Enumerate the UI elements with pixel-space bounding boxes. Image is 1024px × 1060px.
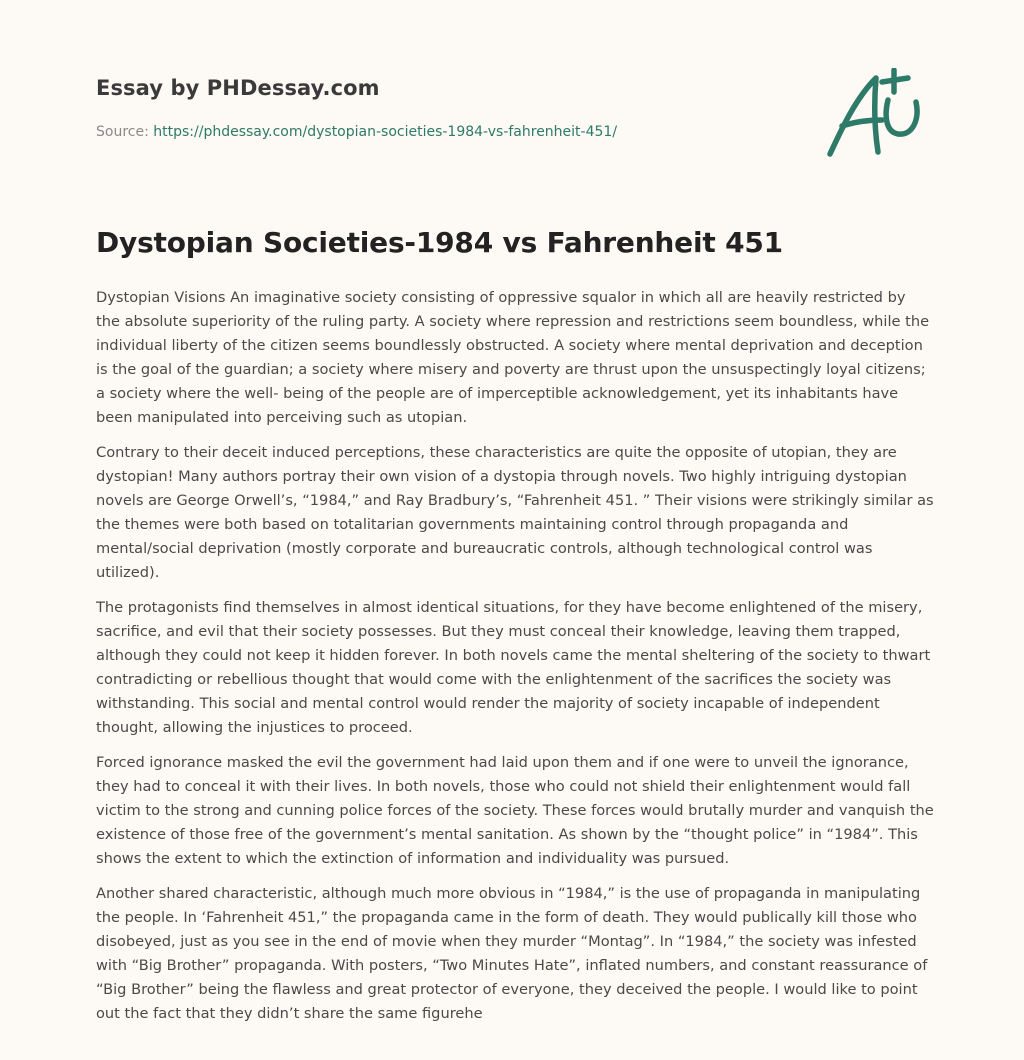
essay-paragraph: The protagonists find themselves in almost identical situations, for they have become enlightened of the misery, sacrifice, and evil that their society possesses. But they must conceal their knowledge, leaving them trapped, although they could not keep it hidden forever. In both novels came the mental sheltering of the society to thwart contradicting or rebellious thought that would come with the enlightenment of the sacrifices the society was withstanding. This social and mental control would render the majority of society incapable of independent thought, allowing the injustices to proceed. (96, 599, 931, 736)
essay-body (96, 286, 934, 1037)
essay-paragraph: Contrary to their deceit induced perceptions, these characteristics are quite the opposite of utopian, they are dystopian! Many authors portray their own vision of a dystopia through novels. Two highly intriguing dystopian novels are George Orwell’s, “1984,” and Ray Bradbury’s, “Fahrenheit 451. ” Their visions were strikingly similar as the themes were both based on totalitarian governments maintaining control through propaganda and mental/social deprivation (mostly corporate and bureaucratic controls, although technological control was utilized). (96, 444, 934, 581)
essay-title: Dystopian Societies-1984 vs Fahrenheit 451 (96, 226, 783, 259)
page-header (96, 72, 928, 172)
source-link[interactable]: https://phdessay.com/dystopian-societies-1984-vs-fahrenheit-451/ (153, 124, 618, 140)
brand-title: Essay by PHDessay.com (96, 76, 380, 100)
a-plus-logo-icon (824, 68, 928, 160)
source-line (96, 124, 617, 140)
essay-paragraph: Another shared characteristic, although much more obvious in “1984,” is the use of propaganda in manipulating the people. In ‘Fahrenheit 451,” the propaganda came in the form of death. They would publically kill those who disobeyed, just as you see in the end of movie when they murder “Montag”. In “1984,” the society was infested with “Big Brother” propaganda. With posters, “Two Minutes Hate”, inflated numbers, and constant reassurance of “Big Brother” being the flawless and great protector of everyone, they deceived the people. I would like to point out the fact that they didn’t share the same figurehe (96, 885, 928, 1022)
essay-paragraph: Forced ignorance masked the evil the government had laid upon them and if one were to unveil the ignorance, they had to conceal it with their lives. In both novels, those who could not shield their enlightenment would fall victim to the strong and cunning police forces of the society. These forces would brutally murder and vanquish the existence of those free of the government’s mental sanitation. As shown by the “thought police” in “1984”. This shows the extent to which the extinction of information and individuality was pursued. (96, 754, 934, 867)
source-label: Source: (96, 124, 149, 140)
essay-paragraph: Dystopian Visions An imaginative society consisting of oppressive squalor in which all are heavily restricted by the absolute superiority of the ruling party. A society where repression and restrictions seem boundless, while the individual liberty of the citizen seems boundlessly obstructed. A society where mental deprivation and deception is the goal of the guardian; a society where misery and poverty are thrust upon the unsuspectingly loyal citizens; a society where the well- being of the people are of imperceptible acknowledgement, yet its inhabitants have been manipulated into perceiving such as utopian. (96, 289, 930, 426)
